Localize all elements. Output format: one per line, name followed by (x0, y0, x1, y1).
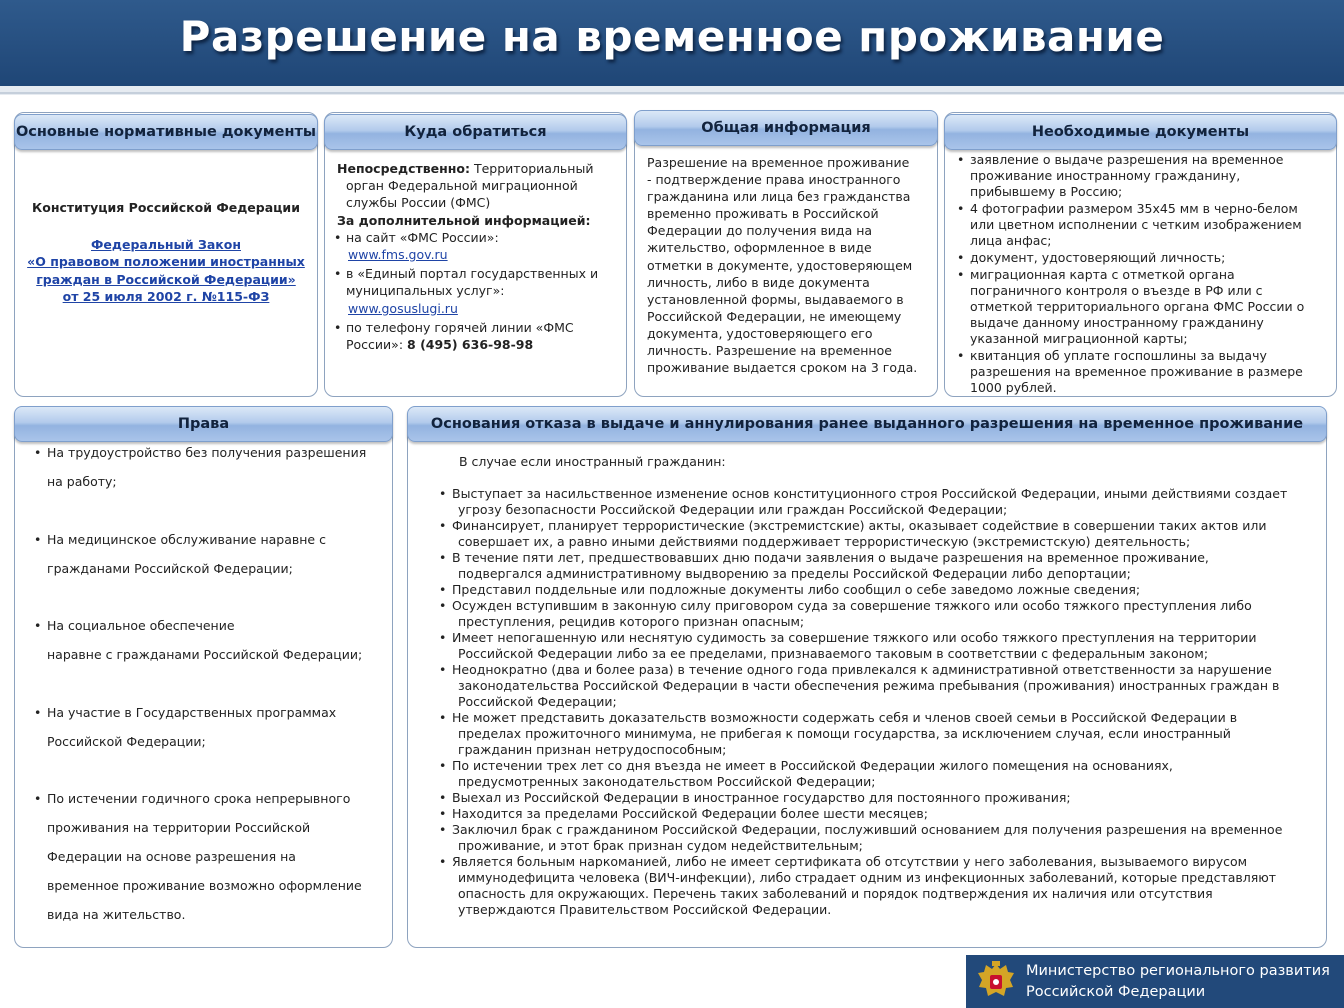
phone-number: 8 (495) 636-98-98 (407, 337, 534, 353)
required-item-line: выдаче данному иностранному гражданину (970, 315, 1264, 330)
refusal-item-line: подвергался административному выдворению за пределы Российской Федерации либо депортации; (458, 566, 1131, 581)
direct-text-2: орган Федеральной миграционной (346, 178, 578, 194)
required-item-line: • квитанция об уплате госпошлины за выдачу (970, 348, 1267, 363)
header-stripe-line (0, 92, 1344, 94)
required-item-line: лица анфас; (970, 233, 1052, 248)
info-line: Федерации до получения вида на (647, 223, 873, 239)
phone-item (333, 319, 625, 353)
rights-item (33, 698, 385, 756)
required-item-line: • 4 фотографии размером 35х45 мм в черно-белом (970, 201, 1298, 216)
refusal-item (440, 790, 1320, 806)
required-item-line: 1000 рублей. (970, 380, 1057, 395)
refusal-item-line: • Представил поддельные или подложные документы либо сообщил о себе заведомо ложные сведения; (452, 582, 1141, 597)
refusal-item-line: • Выехал из Российской Федерации в иностранное государство для постоянного проживания; (452, 790, 1071, 805)
info-line: документа, удостоверяющего его (647, 325, 873, 341)
refusal-item-line: • По истечении трех лет со дня въезда не имеет в Российской Федерации жилого помещения на основаниях, (452, 758, 1173, 773)
required-item (956, 267, 1332, 347)
phone-text-1: по телефону горячей линии «ФМС (346, 319, 574, 335)
portal-text-2: муниципальных услуг»: (346, 283, 505, 299)
docs-tab-label: Основные нормативные документы (15, 124, 317, 140)
required-item-line: указанной миграционной карты; (970, 331, 1188, 346)
rights-item-line: временное проживание возможно оформление (47, 878, 362, 893)
ministry-name (1026, 961, 1330, 1003)
refusal-item-line: • Является больным наркоманией, либо не имеет сертификата об отсутствии у него заболевания, вызываемого вирусом (452, 854, 1248, 869)
required-item (956, 201, 1332, 249)
refusal-tab (407, 406, 1327, 442)
required-item (956, 152, 1332, 200)
law-title-link[interactable]: Федеральный Закон (91, 236, 241, 252)
refusal-item (440, 710, 1320, 758)
refusal-item-line: • Не может представить доказательств возможности содержать себя и членов своей семьи в Российской Федерации в (452, 710, 1238, 725)
rights-list (33, 438, 385, 958)
refusal-item (440, 486, 1320, 518)
direct-text-3: службы России (ФМС) (346, 195, 491, 211)
info-line: гражданина или лица без гражданства (647, 189, 911, 205)
refusal-item-line: • Неоднократно (два и более раза) в течение одного года привлекался к административной ответственности за нарушение (452, 662, 1272, 677)
rights-item (33, 438, 385, 496)
required-item-line: разрешения на временное проживание в размере (970, 364, 1303, 379)
refusal-item (440, 854, 1320, 918)
refusal-item-line: • Находится за пределами Российской Федерации более шести месяцев; (452, 806, 928, 821)
refusal-item-line: Российской Федерации либо за ее пределами, признаваемого таковым в соответствии с федеральным законом; (458, 646, 1209, 661)
page-title: Разрешение на временное проживание (179, 12, 1165, 61)
rights-item-line: проживания на территории Российской (47, 820, 311, 835)
refusal-item (440, 550, 1320, 582)
required-item-line: проживание иностранному гражданину, (970, 168, 1241, 183)
refusal-item (440, 582, 1320, 598)
rights-item-line: • На участие в Государственных программах (47, 704, 337, 720)
info-content (647, 154, 933, 376)
rights-item-line: наравне с гражданами Российской Федерации; (47, 647, 363, 662)
refusal-item-line: • Имеет непогашенную или неснятую судимость за совершение тяжкого или особо тяжкого преступления на территории (452, 630, 1257, 645)
rights-item-line: вида на жительство. (47, 907, 186, 922)
rights-item (33, 611, 385, 669)
required-item (956, 348, 1332, 396)
constitution-text: Конституция Российской Федерации (32, 200, 300, 215)
direct-text-1: Территориальный (470, 161, 594, 176)
refusal-tab-label: Основания отказа в выдаче и аннулирования ранее выданного разрешения на временное проживание (430, 416, 1304, 432)
refusal-item-line: законодательства Российской Федерации в части обеспечения режима пребывания (проживания) иностранных граждан в (458, 678, 1280, 693)
law-name-link-1[interactable]: «О правовом положении иностранных (27, 254, 305, 269)
rights-item-line: • На трудоустройство без получения разрешения (47, 445, 367, 460)
rights-item-line: гражданами Российской Федерации; (47, 560, 293, 576)
rights-item (33, 784, 385, 929)
rights-item-line: Российской Федерации; (47, 733, 206, 749)
info-line: жительство, оформленное в виде (647, 240, 872, 256)
where-content (337, 160, 625, 353)
rights-item-line: • На социальное обеспечение (47, 618, 235, 633)
rights-item-line: • На медицинское обслуживание наравне с (47, 531, 326, 547)
where-tab-label: Куда обратиться (404, 124, 547, 140)
russian-coat-of-arms-icon (976, 960, 1016, 1004)
refusal-item-line: • Выступает за насильственное изменение основ конституционного строя Российской Федерации, иными действиями создает (452, 486, 1288, 501)
refusal-item-line: преступления, рецидив которого признан опасным; (458, 614, 805, 629)
refusal-item (440, 630, 1320, 662)
info-tab-label: Общая информация (701, 120, 871, 136)
refusal-item-line: иммунодефицита человека (ВИЧ-инфекции), либо страдает одним из инфекционных заболеваний, которые представляют (458, 870, 1277, 885)
info-line: отметки в документе, удостоверяющем (647, 257, 913, 273)
info-line: проживание выдается сроком на 3 года. (647, 360, 918, 376)
refusal-item-line: утверждаются Правительством Российской Федерации. (458, 902, 832, 917)
refusal-item (440, 518, 1320, 550)
required-list (956, 152, 1332, 397)
rights-item-line: Федерации на основе разрешения на (47, 849, 296, 864)
refusal-item-line: Российской Федерации; (458, 694, 617, 709)
refusal-item-line: пределах прожиточного минимума, не прибегая к помощи государства, за исключением случая, если иностранный (458, 726, 1231, 741)
rights-item (33, 525, 385, 583)
info-line: личность, либо в виде документа (647, 274, 870, 290)
refusal-item-line: • В течение пяти лет, предшествовавших дню подачи заявления о выдаче разрешения на временное проживание, (452, 550, 1209, 565)
refusal-item-line: совершает их, а равно иными действиями поддерживает террористическую (экстремистскую) деятельность; (458, 534, 1191, 549)
required-tab (944, 114, 1337, 150)
phone-text-2: России»: (346, 337, 408, 353)
rights-tab (14, 406, 393, 442)
extra-info-label: За дополнительной информацией: (337, 212, 591, 228)
rights-item-line: на работу; (47, 474, 117, 489)
docs-content (18, 199, 314, 306)
info-line: временно проживать в Российской (647, 206, 879, 222)
refusal-item-line: • Заключил брак с гражданином Российской Федерации, послуживший основанием для получения разрешения на временное (452, 822, 1283, 837)
direct-label: Непосредственно: (337, 161, 470, 176)
refusal-item-line: предусмотренных законодательством Российской Федерации; (458, 774, 876, 789)
refusal-item (440, 598, 1320, 630)
law-date-link[interactable]: от 25 июля 2002 г. №115-ФЗ (62, 289, 270, 304)
ministry-line-2: Российской Федерации (1026, 983, 1206, 1000)
info-line: установленной формы, выдаваемого в (647, 291, 904, 307)
refusal-item (440, 806, 1320, 822)
refusal-item (440, 758, 1320, 790)
portal-text-1: в «Единый портал государственных и (346, 266, 599, 282)
required-item-line: отметкой территориального органа ФМС России о (970, 299, 1305, 314)
required-item-line: • документ, удостоверяющий личность; (970, 250, 1226, 265)
rights-item-line: • По истечении годичного срока непрерывного (47, 791, 351, 806)
required-item-line: или цветном исполнении с четким изображением (970, 217, 1302, 232)
site-item (333, 229, 625, 263)
info-tab (634, 110, 938, 146)
required-item-line: пограничного контроля о въезде в РФ или с (970, 283, 1263, 298)
refusal-list (440, 486, 1320, 918)
refusal-item-line: • Финансирует, планирует террористические (экстремистские) акты, оказывает содействие в совершении таких актов или (452, 518, 1267, 533)
required-item-line: • миграционная карта с отметкой органа (970, 267, 1235, 282)
required-item (956, 250, 1332, 266)
site-label: на сайт «ФМС России»: (346, 229, 499, 245)
refusal-item-line: проживание, и этот брак признан судом недействительным; (458, 838, 863, 853)
refusal-item-line: гражданин признан нетрудоспособным; (458, 742, 727, 757)
header-bar (0, 0, 1344, 86)
ministry-footer (966, 955, 1344, 1008)
required-item-line: • заявление о выдаче разрешения на временное (970, 152, 1284, 167)
refusal-item-line: угрозу безопасности Российской Федерации или граждан Российской Федерации; (458, 502, 1008, 517)
info-line: - подтверждение права иностранного (647, 172, 901, 188)
refusal-item (440, 822, 1320, 854)
refusal-content (440, 454, 1320, 918)
info-line: личность. Разрешение на временное (647, 343, 892, 359)
portal-item (333, 265, 625, 317)
fms-site-link[interactable]: www.fms.gov.ru (348, 247, 448, 263)
info-line: Российской Федерации, не имеющему (647, 308, 902, 324)
required-item-line: прибывшему в Россию; (970, 184, 1123, 199)
docs-tab (14, 114, 318, 150)
gosuslugi-link[interactable]: www.gosuslugi.ru (348, 300, 458, 316)
rights-tab-label: Права (177, 416, 230, 432)
where-tab (324, 114, 627, 150)
refusal-intro: В случае если иностранный гражданин: (459, 454, 726, 469)
ministry-line-1: Министерство регионального развития (1026, 962, 1330, 979)
refusal-item-line: • Осужден вступившим в законную силу приговором суда за совершение тяжкого или особо тяжкого преступления либо (452, 598, 1252, 613)
refusal-item-line: опасность для окружающих. Перечень таких заболеваний и порядок подтверждения их наличия или отсутствия (458, 886, 1213, 901)
law-name-link-2[interactable]: граждан в Российской Федерации» (36, 271, 296, 287)
refusal-item (440, 662, 1320, 710)
required-tab-label: Необходимые документы (1031, 124, 1250, 140)
info-line: Разрешение на временное проживание (647, 155, 910, 170)
